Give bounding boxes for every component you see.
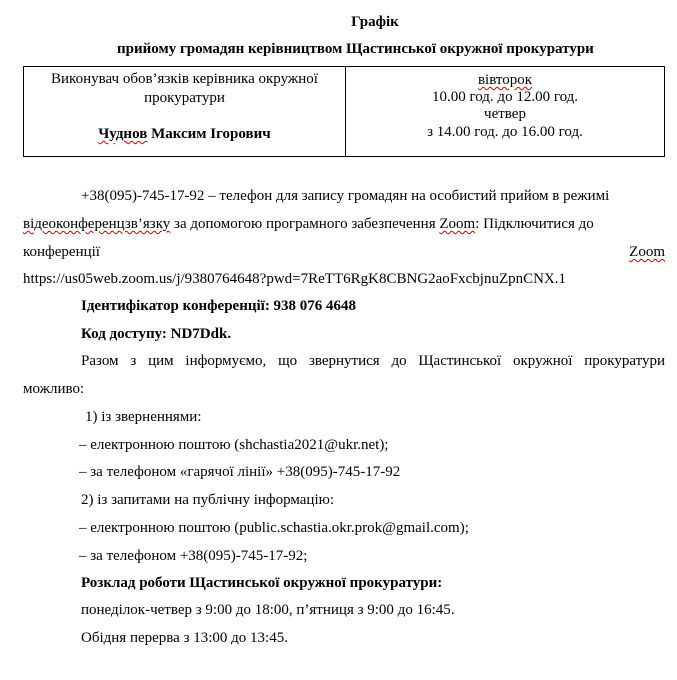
working-hours: понеділок-четвер з 9:00 до 18:00, п’ятниця з 9:00 до 16:45. [81,602,455,618]
appeals-hotline: – за телефоном «гарячої лінії» +38(095)-745-17-92 [79,464,401,480]
official-name [24,125,345,143]
reception-day-1: вівторок [477,72,533,88]
public-info-heading: 2) із запитами на публічну інформацію: [81,492,334,508]
reception-day-2: четвер [484,106,526,122]
hours-cell [346,67,664,156]
public-info-email: – електронною поштою (public.schastia.okr.prok@gmail.com); [79,520,469,536]
official-surname: Чуднов [98,126,148,142]
conference-id: Ідентифікатор конференції: 938 076 4648 [81,298,357,314]
phone-paragraph-line2: відеоконференцзв’язку за допомогою програмного забезпечення Zoom: Підключитися до [23,216,594,232]
official-given-names: Максим Ігорович [147,126,271,142]
access-code: Код доступу: ND7Ddk. [81,326,232,342]
reception-time-2: з 14.00 год. до 16.00 год. [427,124,583,140]
appeals-email: – електронною поштою (shchastia2021@ukr.net); [79,437,389,453]
document-subtitle: прийому громадян керівництвом Щастинської окружної прокуратури [117,41,594,57]
schedule-table [23,66,665,157]
schedule-heading: Розклад роботи Щастинської окружної прокуратури: [81,575,443,591]
reception-time-1: 10.00 год. до 12.00 год. [431,89,579,105]
zoom-link[interactable]: https://us05web.zoom.us/j/9380764648?pwd=7ReTT6RgK8CBNG2aoFxcbjnuZpnCNX.1 [23,271,567,287]
document-title: Графік [351,14,399,30]
phone-paragraph-line1: +38(095)-745-17-92 – телефон для запису громадян на особистий прийом в режимі [81,188,610,204]
lunch-break: Обідня перерва з 13:00 до 13:45. [81,630,288,646]
appeals-heading: 1) із зверненнями: [85,409,202,425]
official-position-line2: прокуратури [144,90,225,106]
official-cell [24,67,345,156]
official-position-line1: Виконувач обов’язків керівника окружної [51,71,318,87]
info-paragraph-line1: Разом з цим інформуємо, що звернутися до Щастинської окружної прокуратури [81,353,665,369]
public-info-phone: – за телефоном +38(095)-745-17-92; [79,548,308,564]
info-paragraph-line2: можливо: [23,381,85,397]
phone-paragraph-line3: конференції Zoom [23,244,665,260]
